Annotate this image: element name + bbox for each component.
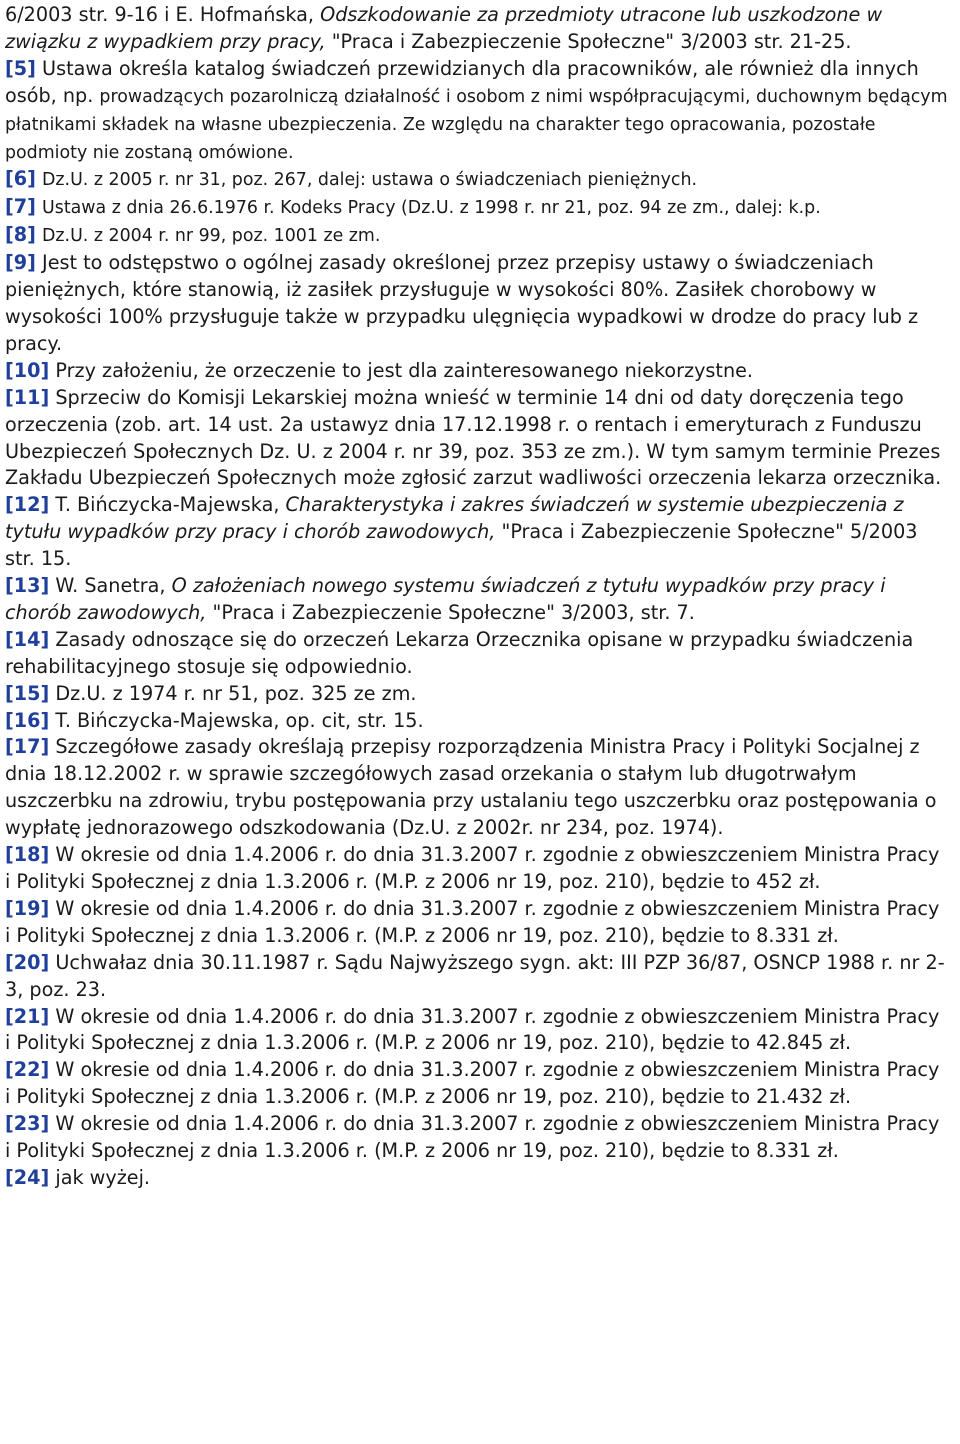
footnote-ref-link[interactable]: [ 6 ] bbox=[5, 167, 36, 190]
footnote-16 bbox=[5, 708, 950, 735]
footnote-ref-link[interactable]: [ 17 ] bbox=[5, 735, 49, 758]
footnote-text: T. Bińczycka-Majewska, bbox=[55, 493, 286, 517]
footnote-text: jak wyżej. bbox=[55, 1165, 151, 1189]
footnote-ref-link[interactable]: [ 10 ] bbox=[5, 359, 49, 382]
footnote-ref-link[interactable]: [ 13 ] bbox=[5, 574, 49, 597]
footnote-text: W. Sanetra, bbox=[55, 574, 172, 598]
footnote-13 bbox=[5, 573, 950, 627]
footnote-text: Ustawa określa katalog świadczeń przewidzianych dla pracowników, ale również dla innych osób, np. bbox=[5, 56, 919, 107]
footnote-ref-link[interactable]: [ 18 ] bbox=[5, 843, 49, 866]
footnote-20 bbox=[5, 950, 950, 1004]
footnote-ref-link[interactable]: [ 24 ] bbox=[5, 1166, 49, 1189]
top-text-italic: Odszkodowanie za przedmioty utracone lub uszkodzone w związku z wypadkiem przy pracy, bbox=[5, 3, 883, 53]
footnote-12 bbox=[5, 492, 950, 573]
footnote-11 bbox=[5, 385, 950, 493]
footnote-ref-link[interactable]: [ 15 ] bbox=[5, 682, 49, 705]
footnote-text: Dz.U. z 2005 r. nr 31, poz. 267, dalej: ustawa o świadczeniach pieniężnych. bbox=[42, 170, 697, 191]
footnote-15 bbox=[5, 681, 950, 708]
footnote-text: Uchwałaz dnia 30.11.1987 r. Sądu Najwyższego sygn. akt: III PZP 36/87, OSNCP 1988 r. nr 2-3, poz. 23. bbox=[5, 950, 945, 1001]
footnote-ref-link[interactable]: [ 20 ] bbox=[5, 951, 49, 974]
footnote-ref-link[interactable]: [ 22 ] bbox=[5, 1058, 49, 1081]
footnote-ref-link[interactable]: [ 21 ] bbox=[5, 1005, 49, 1028]
footnote-text: "Praca i Zabezpieczenie Społeczne" 5/2003 str. 15. bbox=[5, 520, 918, 571]
footnote-ref-link[interactable]: [ 11 ] bbox=[5, 386, 49, 409]
footnote-text: "Praca i Zabezpieczenie Społeczne" 3/2003, str. 7. bbox=[206, 600, 695, 624]
footnote-ref-link[interactable]: [ 19 ] bbox=[5, 897, 49, 920]
footnote-title: Charakterystyka i zakres świadczeń w systemie ubezpieczenia z tytułu wypadków przy pracy i chorób zawodowych, bbox=[5, 493, 904, 544]
footnote-text: Zasady odnoszące się do orzeczeń Lekarza Orzecznika opisane w przypadku świadczenia rehabilitacyjnego stosuje się odpowiednio. bbox=[5, 627, 914, 678]
footnote-text: W okresie od dnia 1.4.2006 r. do dnia 31.3.2007 r. zgodnie z obwieszczeniem Ministra Pracy i Polityki Społecznej z dnia 1.3.2006 r. (M.P. z 2006 nr 19, poz. 210), będzie to 8.331 zł. bbox=[5, 896, 940, 947]
footnote-ref-link[interactable]: [ 12 ] bbox=[5, 493, 49, 516]
footnote-text: Szczegółowe zasady określają przepisy rozporządzenia Ministra Pracy i Polityki Socjalnej z dnia 18.12.2002 r. w sprawie szczegółowych zasad orzekania o stałym lub długotrwałym uszczerbku na zdrowiu, trybu postępowania przy ustalaniu tego uszczerbku oraz postępowania o wypłatę jednorazowego odszkodowania (Dz.U. z 2002r. nr 234, poz. 1974). bbox=[5, 735, 937, 840]
footnote-23 bbox=[5, 1111, 950, 1165]
footnote-7 bbox=[5, 194, 950, 222]
footnote-18 bbox=[5, 842, 950, 896]
footnote-ref-link[interactable]: [ 5 ] bbox=[5, 57, 36, 80]
footnote-text: Sprzeciw do Komisji Lekarskiej można wnieść w terminie 14 dni od daty doręczenia tego orzeczenia (zob. art. 14 ust. 2a ustawyz dnia 17.12.1998 r. o rentach i emeryturach z Funduszu Ubezpieczeń Społecznych Dz. U. z 2004 r. nr 39, poz. 353 ze zm.). W tym samym terminie Prezes Zakładu Ubezpieczeń Społecznych może zgłosić zarzut wadliwości orzeczenia lekarza orzecznika. bbox=[5, 385, 942, 490]
footnote-text: T. Bińczycka-Majewska, op. cit, str. 15. bbox=[55, 708, 424, 732]
footnote-ref-link[interactable]: [ 8 ] bbox=[5, 223, 36, 246]
top-text-prefix: 6/2003 str. 9-16 i E. Hofmańska, bbox=[5, 3, 321, 26]
footnote-title: O założeniach nowego systemu świadczeń z tytułu wypadków przy pracy i chorób zawodowych, bbox=[5, 574, 886, 624]
footnote-ref-link[interactable]: [ 16 ] bbox=[5, 709, 49, 732]
footnote-text: Ustawa z dnia 26.6.1976 r. Kodeks Pracy (Dz.U. z 1998 r. nr 21, poz. 94 ze zm., dalej: k.p. bbox=[42, 198, 821, 219]
footnote-ref-link[interactable]: [ 7 ] bbox=[5, 195, 36, 218]
footnote-text: W okresie od dnia 1.4.2006 r. do dnia 31.3.2007 r. zgodnie z obwieszczeniem Ministra Pracy i Polityki Społecznej z dnia 1.3.2006 r. (M.P. z 2006 nr 19, poz. 210), będzie to 21.432 zł. bbox=[5, 1058, 940, 1109]
footnote-24 bbox=[5, 1165, 950, 1192]
footnote-text: W okresie od dnia 1.4.2006 r. do dnia 31.3.2007 r. zgodnie z obwieszczeniem Ministra Pracy i Polityki Społecznej z dnia 1.3.2006 r. (M.P. z 2006 nr 19, poz. 210), będzie to 8.331 zł. bbox=[5, 1112, 940, 1163]
footnote-21 bbox=[5, 1004, 950, 1058]
continued-footnote bbox=[5, 2, 950, 56]
footnote-text: Jest to odstępstwo o ogólnej zasady określonej przez przepisy ustawy o świadczeniach pieniężnych, które stanowią, iż zasiłek przysługuje w wysokości 80%. Zasiłek chorobowy w wysokości 100% przysługuje także w przypadku ulęgnięcia wypadkowi w drodze do pracy lub z pracy. bbox=[5, 251, 919, 355]
footnote-text: W okresie od dnia 1.4.2006 r. do dnia 31.3.2007 r. zgodnie z obwieszczeniem Ministra Pracy i Polityki Społecznej z dnia 1.3.2006 r. (M.P. z 2006 nr 19, poz. 210), będzie to 42.845 zł. bbox=[5, 1004, 940, 1055]
footnotes-list bbox=[5, 56, 950, 1192]
footnote-6 bbox=[5, 166, 950, 194]
footnote-text: Dz.U. z 2004 r. nr 99, poz. 1001 ze zm. bbox=[42, 226, 381, 247]
footnote-text: Dz.U. z 1974 r. nr 51, poz. 325 ze zm. bbox=[55, 681, 417, 705]
footnote-ref-link[interactable]: [ 9 ] bbox=[5, 251, 36, 274]
footnote-text: W okresie od dnia 1.4.2006 r. do dnia 31.3.2007 r. zgodnie z obwieszczeniem Ministra Pracy i Polityki Społecznej z dnia 1.3.2006 r. (M.P. z 2006 nr 19, poz. 210), będzie to 452 zł. bbox=[5, 843, 940, 893]
footnote-text: prowadzących pozarolniczą działalność i osobom z nimi współpracującymi, duchownym będącym płatnikami składek na własne ubezpieczenia. Ze względu na charakter tego opracowania, pozostałe podmioty nie zostaną omówione. bbox=[5, 86, 948, 163]
footnote-22 bbox=[5, 1057, 950, 1111]
footnote-8 bbox=[5, 222, 950, 250]
footnote-19 bbox=[5, 896, 950, 950]
footnote-14 bbox=[5, 627, 950, 681]
footnote-9 bbox=[5, 250, 950, 358]
footnote-ref-link[interactable]: [ 14 ] bbox=[5, 628, 49, 651]
footnote-10 bbox=[5, 358, 950, 385]
footnote-text: Przy założeniu, że orzeczenie to jest dla zainteresowanego niekorzystne. bbox=[55, 358, 754, 382]
footnote-17 bbox=[5, 734, 950, 842]
footnote-ref-link[interactable]: [ 23 ] bbox=[5, 1112, 49, 1135]
footnote-5 bbox=[5, 56, 950, 167]
top-text-suffix: "Praca i Zabezpieczenie Społeczne" 3/2003 str. 21-25. bbox=[325, 29, 852, 53]
